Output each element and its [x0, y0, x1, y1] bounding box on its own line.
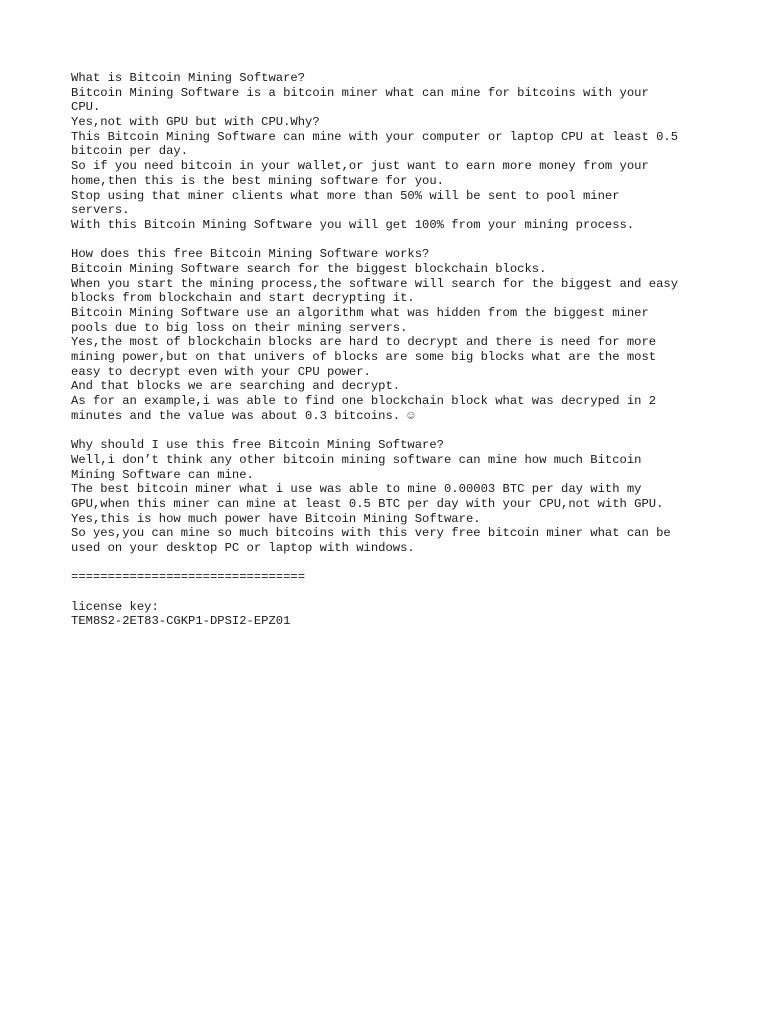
text-line: pools due to big loss on their mining servers.: [71, 320, 408, 335]
text-line: With this Bitcoin Mining Software you will get 100% from your mining process.: [71, 217, 635, 232]
document-body: [71, 71, 721, 629]
license-key-value: TEM8S2-2ET83-CGKP1-DPSI2-EPZ01: [71, 614, 291, 629]
text-line: Yes,not with GPU but with CPU.Why?: [71, 115, 320, 130]
text-line: So if you need bitcoin in your wallet,or just want to earn more money from your: [71, 159, 649, 174]
heading-how-does: How does this free Bitcoin Mining Software works?: [71, 247, 430, 262]
text-line: The best bitcoin miner what i use was able to mine 0.00003 BTC per day with my: [71, 482, 642, 497]
heading-why-should: Why should I use this free Bitcoin Mining Software?: [71, 438, 444, 453]
blank-line: [71, 585, 721, 600]
text-line: home,then this is the best mining software for you.: [71, 173, 444, 188]
text-line: Yes,this is how much power have Bitcoin Mining Software.: [71, 511, 481, 526]
text-line: GPU,when this miner can mine at least 0.5 BTC per day with your CPU,not with GPU.: [71, 496, 664, 511]
text-line: So yes,you can mine so much bitcoins with this very free bitcoin miner what can be: [71, 526, 671, 541]
text-line: Well,i don’t think any other bitcoin mining software can mine how much Bitcoin: [71, 452, 642, 467]
text-line: used on your desktop PC or laptop with windows.: [71, 541, 415, 555]
text-line: mining power,but on that univers of blocks are some big blocks what are the most: [71, 350, 657, 365]
text-line: blocks from blockchain and start decrypting it.: [71, 291, 415, 306]
text-line: When you start the mining process,the software will search for the biggest and easy: [71, 276, 679, 291]
text-line: Bitcoin Mining Software is a bitcoin miner what can mine for bitcoins with your: [71, 85, 649, 100]
text-line: bitcoin per day.: [71, 144, 189, 159]
separator-line: ================================: [71, 570, 306, 585]
text-line: And that blocks we are searching and decrypt.: [71, 379, 401, 394]
text-line: easy to decrypt even with your CPU power.: [71, 364, 371, 379]
text-line: Stop using that miner clients what more than 50% will be sent to pool miner: [71, 188, 620, 203]
text-line: Bitcoin Mining Software use an algorithm what was hidden from the biggest miner: [71, 306, 649, 320]
text-line: This Bitcoin Mining Software can mine with your computer or laptop CPU at least 0.5: [71, 129, 679, 144]
text-line: Bitcoin Mining Software search for the biggest blockchain blocks.: [71, 261, 547, 276]
text-line: Yes,the most of blockchain blocks are hard to decrypt and there is need for more: [71, 335, 657, 350]
text-line: As for an example,i was able to find one blockchain block what was decryped in 2: [71, 394, 657, 409]
heading-what-is: What is Bitcoin Mining Software?: [71, 71, 306, 85]
text-line: minutes and the value was about 0.3 bitcoins. ☺: [71, 408, 415, 423]
text-line: CPU.: [71, 100, 101, 115]
text-line: Mining Software can mine.: [71, 467, 254, 482]
text-line: servers.: [71, 203, 130, 218]
blank-line: [71, 556, 721, 571]
blank-line: [71, 233, 721, 248]
blank-line: [71, 424, 721, 439]
license-key-label: license key:: [71, 599, 159, 614]
